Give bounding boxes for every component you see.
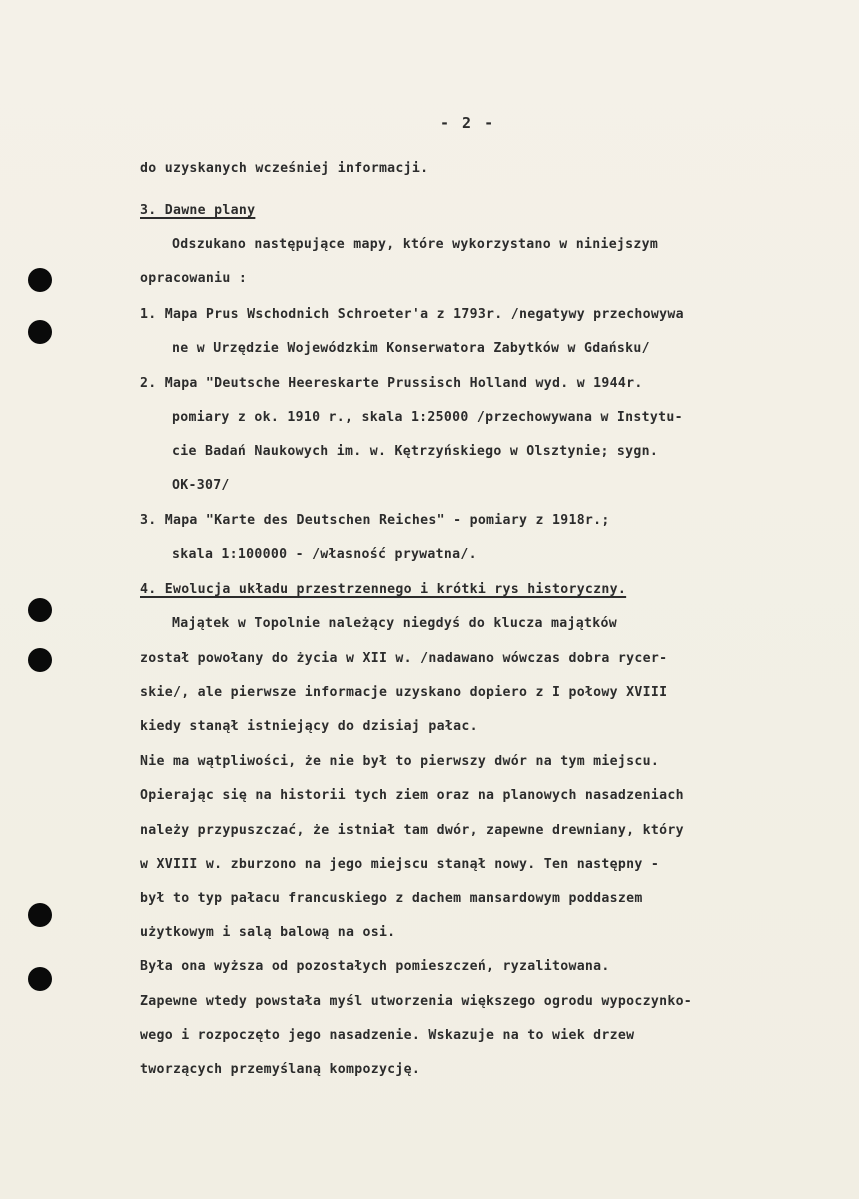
text-line: pomiary z ok. 1910 r., skala 1:25000 /przechowywana w Instytu-	[172, 410, 683, 425]
punch-hole	[28, 320, 52, 344]
text-line: był to typ pałacu francuskiego z dachem mansardowym poddaszem	[140, 891, 643, 906]
text-line: Zapewne wtedy powstała myśl utworzenia większego ogrodu wypoczynko-	[140, 994, 693, 1009]
text-line: OK-307/	[172, 478, 230, 493]
text-line: w XVIII w. zburzono na jego miejscu stanął nowy. Ten następny -	[140, 857, 660, 872]
text-line: Odszukano następujące mapy, które wykorzystano w niniejszym	[172, 237, 659, 252]
text-line: wego i rozpoczęto jego nasadzenie. Wskazuje na to wiek drzew	[140, 1028, 635, 1043]
text-line: Była ona wyższa od pozostałych pomieszczeń, ryzalitowana.	[140, 959, 610, 974]
list-item: 2. Mapa "Deutsche Heereskarte Prussisch Holland wyd. w 1944r.	[140, 376, 643, 391]
text-line: opracowaniu :	[140, 271, 248, 286]
page-number: - 2 -	[440, 114, 496, 132]
text-line: Majątek w Topolnie należący niegdyś do klucza majątków	[172, 616, 617, 631]
list-item: 3. Mapa "Karte des Deutschen Reiches" - pomiary z 1918r.;	[140, 513, 610, 528]
text-line: należy przypuszczać, że istniał tam dwór, zapewne drewniany, który	[140, 823, 684, 838]
text-line: został powołany do życia w XII w. /nadawano wówczas dobra rycer-	[140, 651, 668, 666]
list-item: 1. Mapa Prus Wschodnich Schroeter'a z 1793r. /negatywy przechowywa	[140, 307, 684, 322]
text-line: do uzyskanych wcześniej informacji.	[140, 161, 429, 176]
text-line: Opierając się na historii tych ziem oraz na planowych nasadzeniach	[140, 788, 684, 803]
text-line: kiedy stanął istniejący do dzisiaj pałac.	[140, 719, 478, 734]
text-line: ne w Urzędzie Wojewódzkim Konserwatora Zabytków w Gdańsku/	[172, 341, 650, 356]
punch-hole	[28, 268, 52, 292]
text-line: skie/, ale pierwsze informacje uzyskano dopiero z I połowy XVIII	[140, 685, 668, 700]
punch-hole	[28, 967, 52, 991]
text-line: użytkowym i salą balową na osi.	[140, 925, 396, 940]
section-heading: 4. Ewolucja układu przestrzennego i krótki rys historyczny.	[140, 582, 627, 597]
text-line: skala 1:100000 - /własność prywatna/.	[172, 547, 477, 562]
punch-hole	[28, 903, 52, 927]
punch-hole	[28, 598, 52, 622]
punch-hole	[28, 648, 52, 672]
text-line: Nie ma wątpliwości, że nie był to pierwszy dwór na tym miejscu.	[140, 754, 660, 769]
text-line: tworzących przemyślaną kompozycję.	[140, 1062, 421, 1077]
section-heading: 3. Dawne plany	[140, 203, 256, 218]
text-line: cie Badań Naukowych im. w. Kętrzyńskiego w Olsztynie; sygn.	[172, 444, 659, 459]
